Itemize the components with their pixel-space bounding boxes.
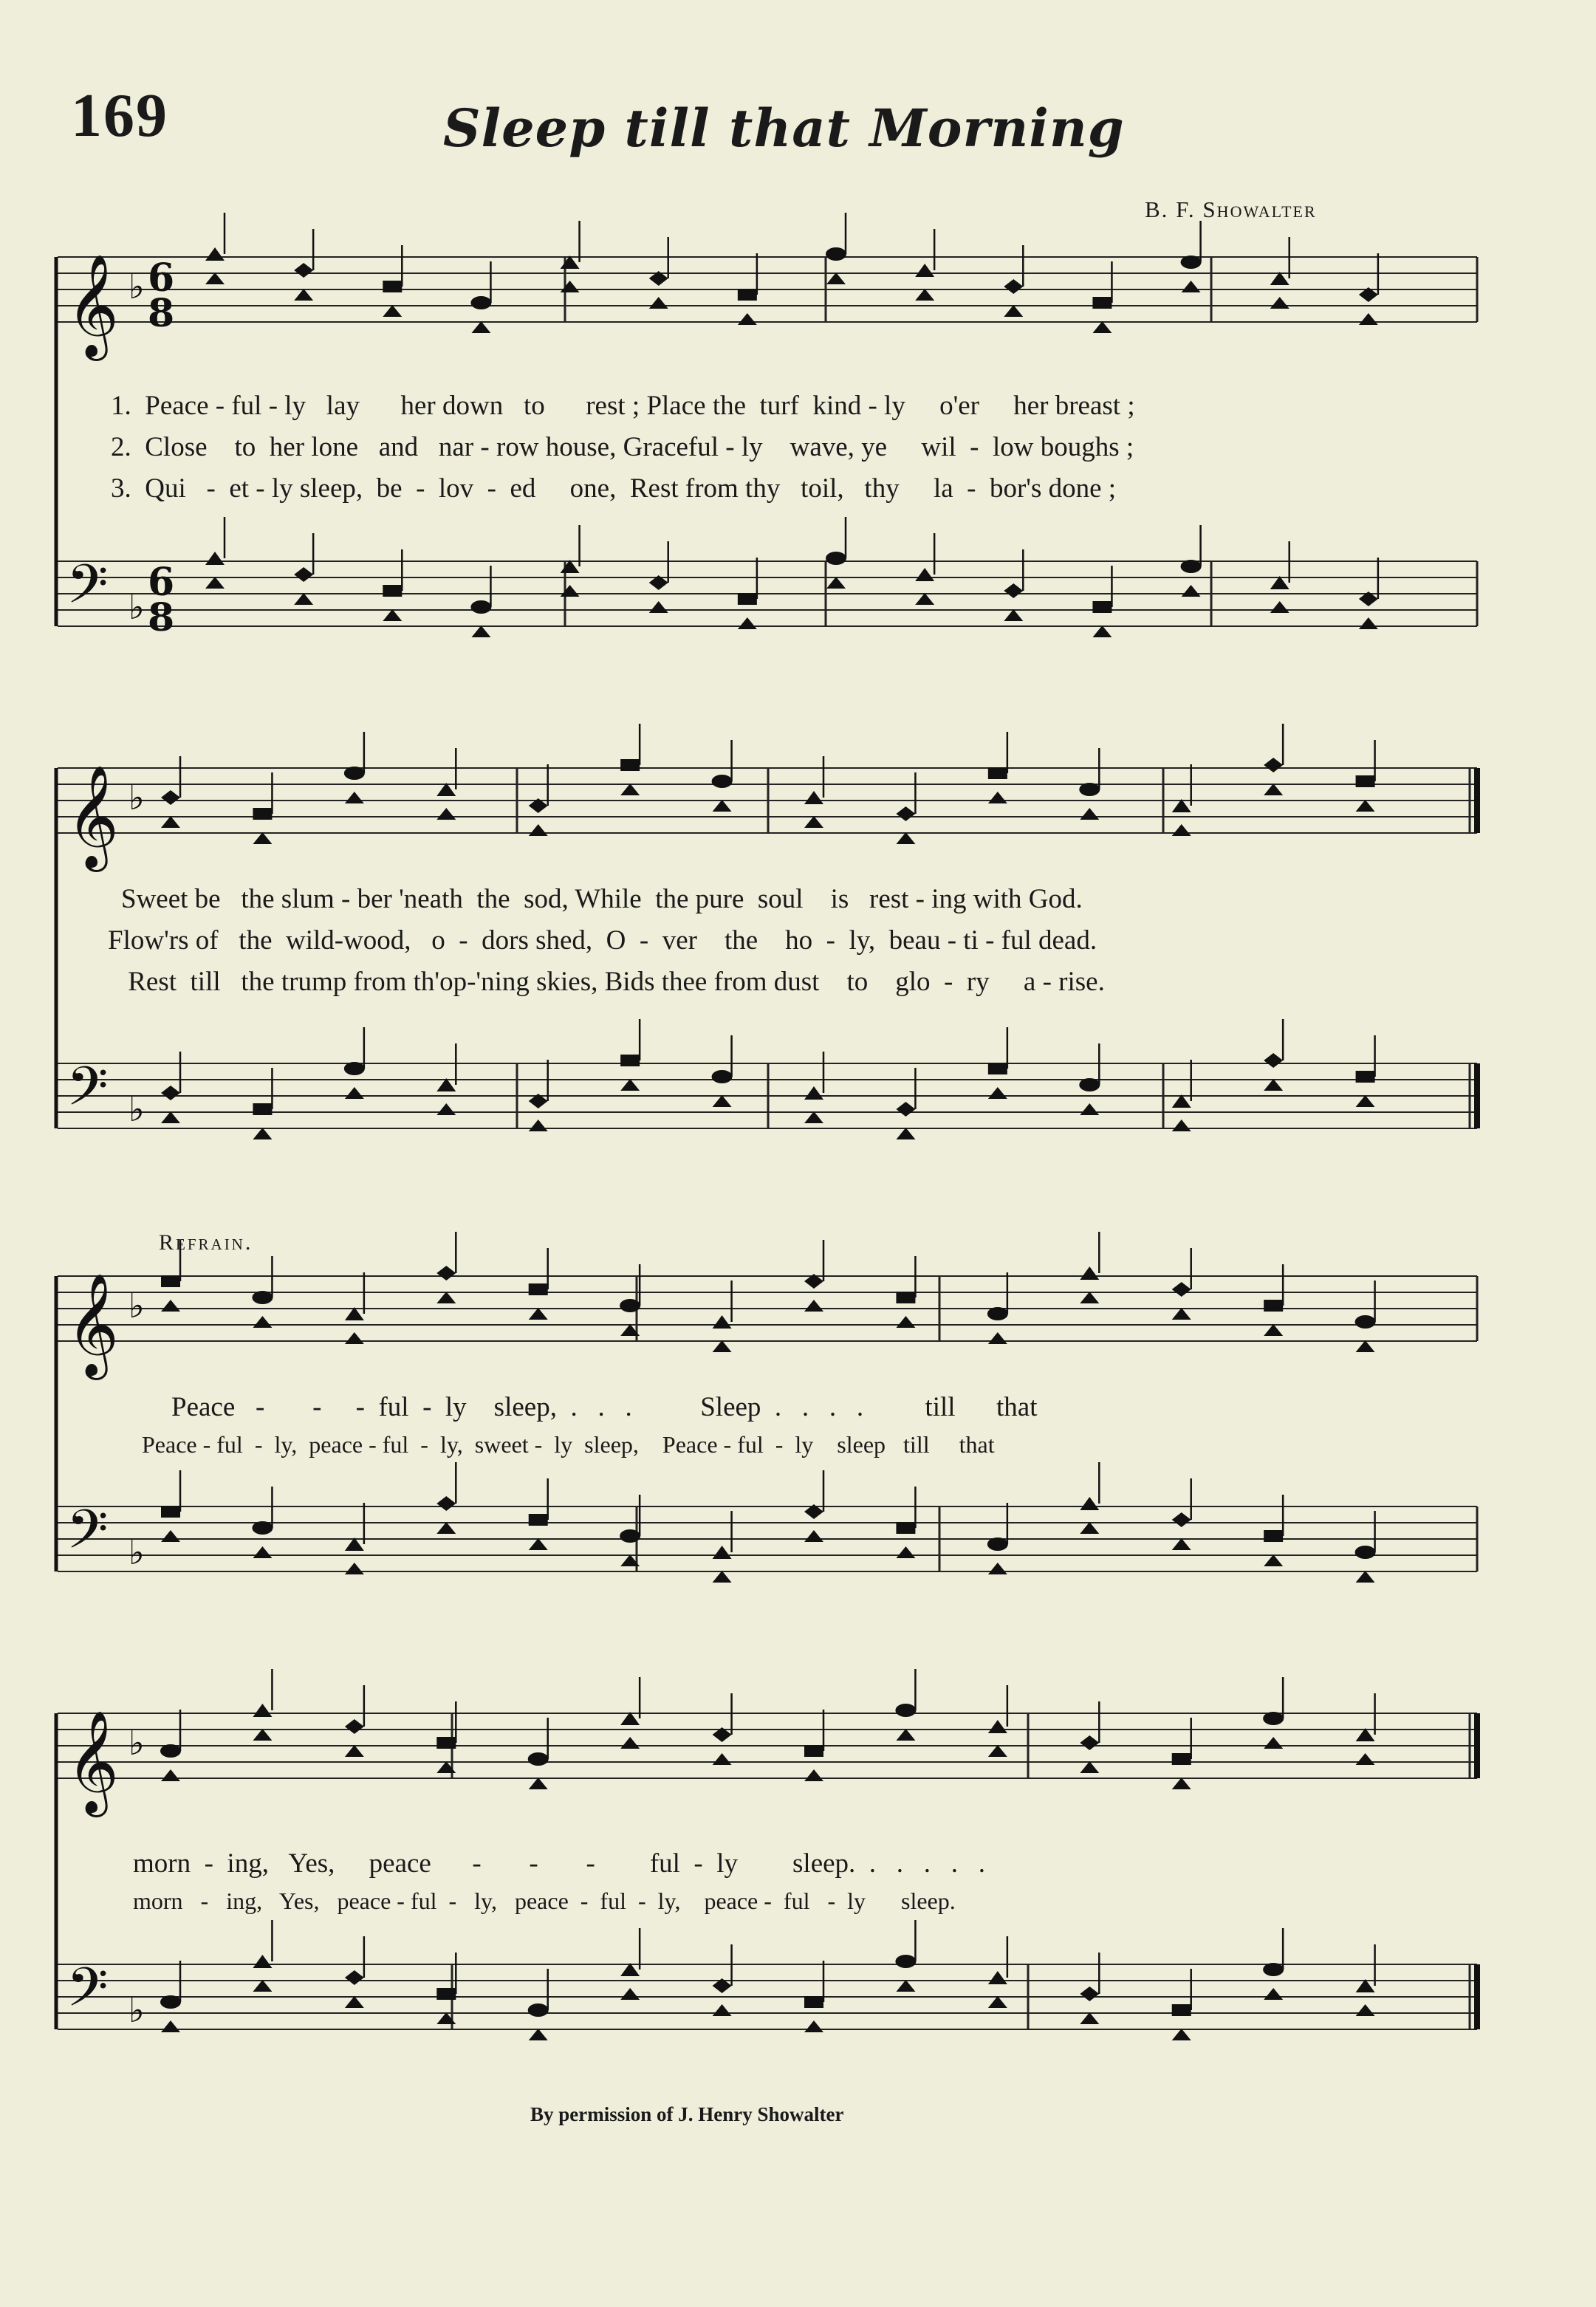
note-head-diamond [1172, 1282, 1191, 1297]
note-head-triangle [1356, 800, 1375, 812]
note-head-triangle [1080, 1103, 1099, 1115]
note-head-triangle [529, 1778, 548, 1789]
note-head-oval [1181, 256, 1202, 269]
note-head-oval [252, 1291, 273, 1304]
note-head-square [988, 767, 1007, 779]
note-head-triangle [205, 552, 225, 565]
note-head-square [529, 1514, 548, 1526]
note-head-triangle [988, 1720, 1007, 1733]
flat-icon: ♭ [129, 267, 145, 306]
flat-icon: ♭ [129, 778, 145, 817]
note-head-triangle [915, 568, 934, 581]
verse-3-line-b: Rest till the trump from th'op-'ning skies, Bids thee from dust to glo - ry a - rise. [121, 967, 1105, 997]
note-head-triangle [253, 1955, 272, 1968]
note-head-triangle [345, 792, 364, 803]
note-head-triangle [471, 321, 490, 333]
note-head-triangle [561, 281, 580, 292]
note-head-oval [826, 552, 846, 565]
time-signature-top: 6 [148, 256, 175, 301]
note-head-oval [1079, 1078, 1100, 1091]
note-head-triangle [1172, 1778, 1191, 1789]
note-head-diamond [1004, 279, 1023, 294]
note-head-triangle [896, 1546, 915, 1558]
note-head-triangle [161, 1530, 180, 1542]
note-head-triangle [1080, 808, 1099, 820]
final-bar-thick [1474, 1713, 1480, 1778]
note-head-triangle [1264, 1737, 1283, 1749]
note-head-triangle [345, 1563, 364, 1574]
note-head-diamond [1172, 1512, 1191, 1527]
note-head-triangle [1172, 1308, 1191, 1320]
treble-clef-icon: 𝄞 [66, 1273, 119, 1376]
note-head-square [738, 593, 757, 605]
note-head-triangle [1264, 1324, 1283, 1336]
note-head-diamond [1264, 1053, 1283, 1068]
treble-clef-icon: 𝄞 [66, 254, 119, 357]
note-head-triangle [738, 313, 757, 325]
note-head-diamond [896, 1102, 915, 1117]
note-head-square [620, 1055, 640, 1066]
note-head-oval [528, 2003, 549, 2017]
note-head-oval [1355, 1546, 1376, 1559]
note-head-square [436, 1737, 456, 1749]
note-head-triangle [1356, 1340, 1375, 1352]
note-head-triangle [713, 1095, 732, 1107]
treble-clef-icon: 𝄞 [66, 765, 119, 868]
note-head-oval [160, 1744, 181, 1758]
refrain-echo-line-1: Peace - ful - ly, peace - ful - ly, sweet - ly sleep, Peace - ful - ly sleep till that [142, 1431, 995, 1458]
note-head-oval [620, 1529, 640, 1543]
note-head-triangle [804, 816, 823, 828]
note-head-triangle [1356, 1571, 1375, 1583]
note-head-triangle [161, 816, 180, 828]
note-head-triangle [988, 1745, 1007, 1757]
bass-clef-icon: 𝄢 [66, 552, 109, 628]
note-head-triangle [253, 1980, 272, 1992]
note-head-oval [895, 1955, 916, 1968]
note-head-triangle [161, 1769, 180, 1781]
refrain-echo-line-2: morn - ing, Yes, peace - ful - ly, peace - ful - ly, peace - ful - ly sleep. [133, 1888, 956, 1914]
note-head-triangle [1172, 1120, 1191, 1131]
note-head-triangle [804, 2020, 823, 2032]
note-head-triangle [1080, 1522, 1099, 1534]
note-head-triangle [161, 2020, 180, 2032]
note-head-triangle [253, 1546, 272, 1558]
note-head-triangle [436, 808, 456, 820]
note-head-triangle [1080, 2012, 1099, 2024]
note-head-triangle [1356, 2004, 1375, 2016]
note-head-diamond [161, 790, 180, 805]
note-head-square [896, 1292, 915, 1303]
note-head-triangle [529, 1120, 548, 1131]
note-head-triangle [804, 1530, 823, 1542]
note-head-triangle [713, 1315, 732, 1329]
note-head-triangle [713, 2004, 732, 2016]
note-head-oval [712, 1070, 733, 1083]
note-head-oval [160, 1995, 181, 2009]
note-head-triangle [161, 1111, 180, 1123]
note-head-triangle [988, 1996, 1007, 2008]
note-head-triangle [1182, 281, 1201, 292]
note-head-triangle [1080, 1761, 1099, 1773]
note-head-square [383, 281, 402, 292]
note-head-triangle [915, 264, 934, 277]
note-head-triangle [1080, 1292, 1099, 1303]
note-head-triangle [253, 1128, 272, 1139]
note-head-oval [1263, 1963, 1284, 1976]
note-head-oval [895, 1704, 916, 1717]
note-head-triangle [988, 1332, 1007, 1344]
note-head-triangle [1172, 824, 1191, 836]
note-head-diamond [1080, 1735, 1099, 1750]
note-head-triangle [1182, 585, 1201, 597]
note-head-square [1172, 1753, 1191, 1765]
final-bar-thick [1474, 768, 1480, 833]
note-head-oval [987, 1307, 1008, 1320]
note-head-triangle [826, 272, 846, 284]
verse-3-line-a: 3. Qui - et - ly sleep, be - lov - ed one, Rest from thy toil, thy la - bor's done ; [111, 473, 1117, 504]
verse-2-line-a: 2. Close to her lone and nar - row house, Graceful - ly wave, ye wil - low boughs ; [111, 432, 1134, 462]
note-head-triangle [345, 1745, 364, 1757]
note-head-square [804, 1745, 823, 1757]
note-head-triangle [253, 1316, 272, 1328]
note-head-diamond [161, 1086, 180, 1100]
time-signature-top: 6 [148, 560, 175, 605]
note-head-square [529, 1283, 548, 1295]
note-head-triangle [205, 247, 225, 261]
note-head-oval [470, 600, 491, 614]
note-head-triangle [804, 1769, 823, 1781]
note-head-triangle [988, 1563, 1007, 1574]
note-head-triangle [713, 1753, 732, 1765]
note-head-triangle [649, 601, 668, 613]
hymn-number: 169 [71, 81, 168, 150]
note-head-triangle [529, 1538, 548, 1550]
flat-icon: ♭ [129, 1532, 145, 1572]
note-head-triangle [529, 2029, 548, 2040]
note-head-triangle [529, 1308, 548, 1320]
refrain-melody-line-2: morn - ing, Yes, peace - - - ful - ly sleep. . . . . . [133, 1848, 986, 1879]
note-head-square [1356, 1071, 1375, 1083]
note-head-triangle [738, 617, 757, 629]
note-head-triangle [649, 297, 668, 309]
note-head-triangle [1270, 297, 1290, 309]
note-head-triangle [436, 1103, 456, 1115]
note-head-oval [470, 296, 491, 309]
note-head-triangle [1080, 1497, 1099, 1510]
note-head-diamond [1080, 1987, 1099, 2001]
note-head-oval [1355, 1315, 1376, 1329]
note-head-square [988, 1063, 1007, 1074]
permission-credit: By permission of J. Henry Showalter [530, 2103, 844, 2125]
note-head-oval [987, 1538, 1008, 1551]
note-head-triangle [205, 272, 225, 284]
note-head-triangle [383, 609, 402, 621]
note-head-oval [1263, 1712, 1284, 1725]
bass-clef-icon: 𝄢 [66, 1055, 109, 1131]
note-head-square [1356, 775, 1375, 787]
note-head-square [1264, 1530, 1283, 1542]
note-head-triangle [345, 1996, 364, 2008]
note-head-triangle [1092, 321, 1112, 333]
note-head-triangle [896, 832, 915, 844]
note-head-triangle [345, 1332, 364, 1344]
note-head-triangle [1356, 1753, 1375, 1765]
note-head-triangle [1264, 1079, 1283, 1091]
note-head-triangle [436, 1292, 456, 1303]
note-head-square [253, 808, 272, 820]
flat-icon: ♭ [129, 1723, 145, 1763]
flat-icon: ♭ [129, 587, 145, 627]
refrain-label: Refrain. [159, 1230, 253, 1255]
note-head-triangle [294, 593, 313, 605]
refrain-melody-line-1: Peace - - - ful - ly sleep, . . . Sleep . . . . till that [171, 1392, 1038, 1422]
note-head-triangle [804, 1086, 823, 1100]
note-head-triangle [988, 1087, 1007, 1099]
note-head-triangle [804, 1111, 823, 1123]
note-head-triangle [471, 625, 490, 637]
note-head-triangle [620, 784, 640, 795]
note-head-triangle [1359, 313, 1378, 325]
note-head-square [253, 1103, 272, 1115]
note-head-triangle [1172, 2029, 1191, 2040]
verse-2-line-b: Flow'rs of the wild-wood, o - dors shed, O - ver the ho - ly, beau - ti - ful dead. [108, 925, 1097, 956]
note-head-oval [826, 247, 846, 261]
note-head-triangle [988, 1971, 1007, 1984]
time-signature-bottom: 8 [148, 595, 175, 640]
note-head-square [383, 585, 402, 597]
note-head-oval [344, 767, 365, 780]
note-head-triangle [253, 1729, 272, 1741]
note-head-triangle [713, 800, 732, 812]
note-head-diamond [345, 1719, 364, 1734]
note-head-oval [528, 1752, 549, 1766]
note-head-triangle [436, 1522, 456, 1534]
note-head-diamond [1264, 758, 1283, 772]
note-head-triangle [713, 1571, 732, 1583]
note-head-triangle [253, 832, 272, 844]
note-head-triangle [804, 791, 823, 804]
note-head-triangle [713, 1340, 732, 1352]
note-head-oval [712, 775, 733, 788]
bass-clef-icon: 𝄢 [66, 1498, 109, 1574]
note-head-triangle [1356, 1095, 1375, 1107]
note-head-triangle [1264, 1988, 1283, 2000]
note-head-triangle [1359, 617, 1378, 629]
note-head-triangle [529, 824, 548, 836]
note-head-triangle [620, 1737, 640, 1749]
note-head-triangle [161, 1300, 180, 1312]
note-head-diamond [436, 1496, 456, 1511]
note-head-square [896, 1522, 915, 1534]
note-head-diamond [1004, 583, 1023, 598]
note-head-triangle [205, 577, 225, 589]
note-head-triangle [383, 305, 402, 317]
note-head-triangle [1270, 601, 1290, 613]
treble-clef-icon: 𝄞 [66, 1710, 119, 1813]
flat-icon: ♭ [129, 1990, 145, 2030]
note-head-oval [344, 1062, 365, 1075]
note-head-triangle [561, 585, 580, 597]
verse-1-line-b: Sweet be the slum - ber 'neath the sod, While the pure soul is rest - ing with God. [121, 884, 1083, 914]
note-head-square [620, 759, 640, 771]
flat-icon: ♭ [129, 1286, 145, 1326]
note-head-oval [252, 1521, 273, 1535]
final-bar-thick [1474, 1063, 1480, 1128]
note-head-triangle [1264, 1554, 1283, 1566]
note-head-oval [1181, 560, 1202, 573]
bass-clef-icon: 𝄢 [66, 1955, 109, 2032]
note-head-triangle [345, 1087, 364, 1099]
note-head-square [436, 1988, 456, 2000]
note-head-triangle [896, 1128, 915, 1139]
flat-icon: ♭ [129, 1089, 145, 1129]
staff-lines [56, 254, 1480, 2032]
note-head-triangle [620, 1988, 640, 2000]
note-head-triangle [896, 1729, 915, 1741]
note-head-triangle [1172, 1538, 1191, 1550]
note-head-triangle [713, 1546, 732, 1559]
note-head-triangle [620, 1079, 640, 1091]
note-head-square [1092, 297, 1112, 309]
note-head-square [804, 1996, 823, 2008]
time-signature-bottom: 8 [148, 291, 175, 336]
note-head-square [161, 1275, 180, 1287]
note-head-triangle [1092, 625, 1112, 637]
note-head-square [738, 289, 757, 301]
note-head-triangle [804, 1300, 823, 1312]
note-head-square [1092, 601, 1112, 613]
note-head-triangle [988, 792, 1007, 803]
note-head-diamond [345, 1970, 364, 1985]
note-head-triangle [1264, 784, 1283, 795]
note-head-triangle [1080, 1266, 1099, 1280]
note-head-oval [620, 1299, 640, 1312]
note-head-square [1264, 1300, 1283, 1312]
composer-credit: B. F. Showalter [1145, 196, 1317, 222]
note-head-triangle [915, 593, 934, 605]
note-head-diamond [294, 263, 313, 278]
note-head-triangle [1004, 609, 1023, 621]
note-head-triangle [253, 1704, 272, 1717]
note-head-diamond [294, 567, 313, 582]
note-head-triangle [826, 577, 846, 589]
verse-1-line-a: 1. Peace - ful - ly lay her down to rest ; Place the turf kind - ly o'er her breast ; [111, 391, 1135, 421]
note-head-triangle [294, 289, 313, 301]
note-head-triangle [896, 1980, 915, 1992]
note-head-square [1172, 2004, 1191, 2016]
note-head-triangle [915, 289, 934, 301]
note-head-diamond [896, 806, 915, 821]
note-head-diamond [436, 1266, 456, 1281]
hymn-title: Sleep till that Morning [443, 97, 1125, 159]
note-head-square [161, 1506, 180, 1518]
final-bar-thick [1474, 1964, 1480, 2029]
note-head-triangle [896, 1316, 915, 1328]
note-head-oval [1079, 783, 1100, 796]
note-head-triangle [1004, 305, 1023, 317]
